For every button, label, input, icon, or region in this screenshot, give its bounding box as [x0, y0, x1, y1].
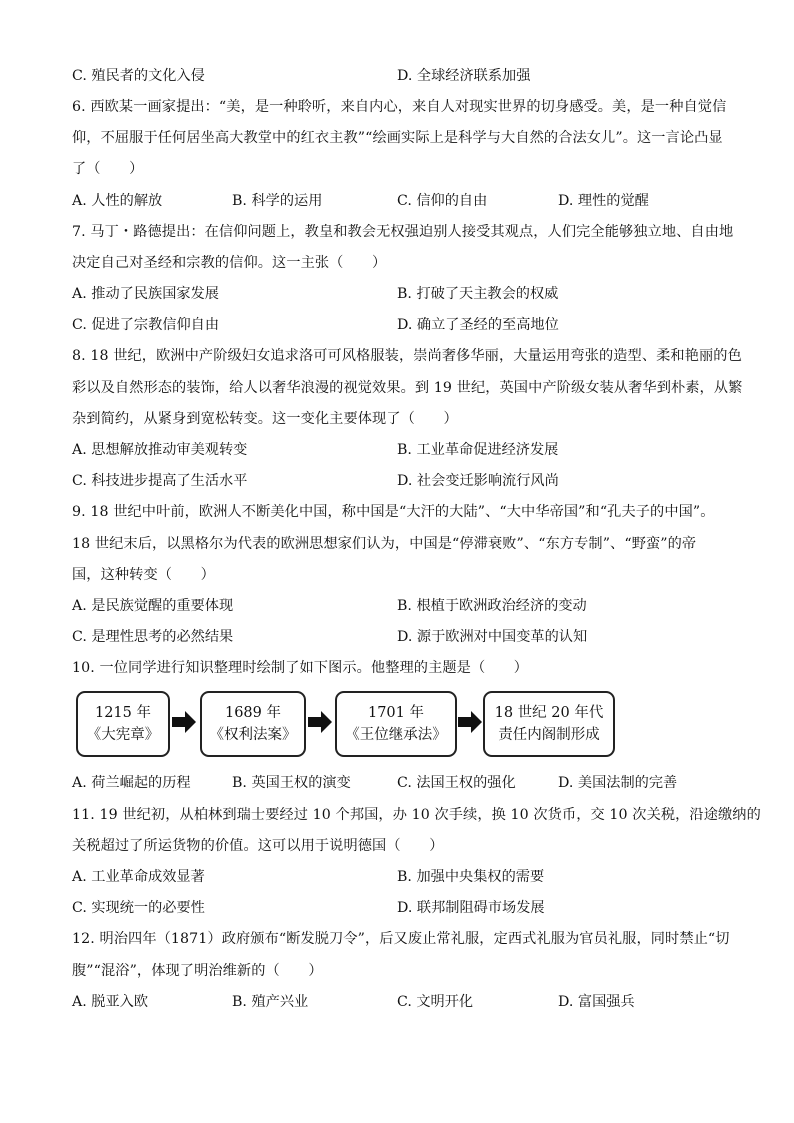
q9-stem-line-2: 18 世纪末后，以黑格尔为代表的欧洲思想家们认为，中国是“停滞衰败”、“东方专制”、“野蛮”的帝 — [72, 536, 697, 552]
q10-option-c[interactable]: C. 法国王权的强化 — [397, 775, 516, 791]
q5-option-d[interactable]: D. 全球经济联系加强 — [397, 68, 531, 84]
q8-option-a[interactable]: A. 思想解放推动审美观转变 — [72, 442, 248, 458]
timeline-box-event: 责任内阁制形成 — [498, 727, 600, 743]
q6-option-a[interactable]: A. 人性的解放 — [72, 193, 163, 209]
q8-stem-line-1: 8. 18 世纪，欧洲中产阶级妇女追求洛可可风格服装，崇尚奢侈华丽，大量运用弯张的造型、柔和艳丽的色 — [72, 348, 742, 364]
q9-option-b[interactable]: B. 根植于欧洲政治经济的变动 — [397, 598, 587, 614]
q6-option-b[interactable]: B. 科学的运用 — [232, 193, 323, 209]
q6-option-d[interactable]: D. 理性的觉醒 — [558, 193, 649, 209]
q9-options-row-2 — [72, 627, 722, 647]
q8-option-b[interactable]: B. 工业革命促进经济发展 — [397, 442, 559, 458]
q7-option-d[interactable]: D. 确立了圣经的至高地位 — [397, 317, 559, 333]
q12-option-d[interactable]: D. 富国强兵 — [558, 994, 635, 1010]
q7-option-c[interactable]: C. 促进了宗教信仰自由 — [72, 317, 220, 333]
q8-options-row-2 — [72, 471, 722, 491]
timeline-box-year: 1689 年 — [224, 705, 281, 721]
arrow-right-icon — [172, 711, 196, 733]
q11-options-row-2 — [72, 898, 722, 918]
q12-option-c[interactable]: C. 文明开化 — [397, 994, 474, 1010]
timeline-box-1720s — [483, 691, 615, 757]
q6-stem-line-3: 了（ ） — [72, 161, 144, 177]
q11-option-b[interactable]: B. 加强中央集权的需要 — [397, 869, 545, 885]
q12-stem-line-2: 腹”“混浴”，体现了明治维新的（ ） — [72, 963, 323, 979]
q11-option-a[interactable]: A. 工业革命成效显著 — [72, 869, 205, 885]
q10-stem-line-1: 10. 一位同学进行知识整理时绘制了如下图示。他整理的主题是（ ） — [72, 660, 529, 676]
q7-stem-line-2: 决定自己对圣经和宗教的信仰。这一主张（ ） — [72, 255, 387, 271]
q7-options-row-2 — [72, 315, 722, 335]
q8-option-d[interactable]: D. 社会变迁影响流行风尚 — [397, 473, 559, 489]
timeline-box-1701 — [335, 691, 457, 757]
q8-stem-line-2: 彩以及自然形态的装饰，给人以奢华浪漫的视觉效果。到 19 世纪，英国中产阶级女装从奢华到朴素，从繁 — [72, 380, 743, 396]
q6-stem-line-2: 仰，不屈服于任何居坐高大教堂中的红衣主教”“绘画实际上是科学与大自然的合法女儿”。这一言论凸显 — [72, 130, 723, 146]
q11-stem-line-1: 11. 19 世纪初，从柏林到瑞士要经过 10 个邦国，办 10 次手续，换 10 次货币，交 10 次关税，沿途缴纳的 — [72, 807, 761, 823]
q10-options-row — [72, 773, 722, 793]
arrow-right-icon — [458, 711, 482, 733]
q8-option-c[interactable]: C. 科技进步提高了生活水平 — [72, 473, 248, 489]
q7-option-b[interactable]: B. 打破了天主教会的权威 — [397, 286, 559, 302]
q11-option-c[interactable]: C. 实现统一的必要性 — [72, 900, 205, 916]
q8-stem-line-3: 杂到简约，从紧身到宽松转变。这一变化主要体现了（ ） — [72, 411, 458, 427]
q8-options-row-1 — [72, 440, 722, 460]
q10-timeline-diagram — [74, 691, 724, 759]
q12-options-row — [72, 992, 722, 1012]
q12-option-a[interactable]: A. 脱亚入欧 — [72, 994, 149, 1010]
q9-option-d[interactable]: D. 源于欧洲对中国变革的认知 — [397, 629, 588, 645]
q6-stem-line-1: 6. 西欧某一画家提出：“美，是一种聆听，来自内心，来自人对现实世界的切身感受。美，是一种自觉信 — [72, 99, 727, 115]
q9-stem-line-3: 国，这种转变（ ） — [72, 567, 215, 583]
timeline-box-event: 《王位继承法》 — [345, 727, 447, 743]
arrow-right-icon — [308, 711, 332, 733]
q5-option-c[interactable]: C. 殖民者的文化入侵 — [72, 68, 205, 84]
q9-options-row-1 — [72, 596, 722, 616]
q7-options-row-1 — [72, 284, 722, 304]
timeline-box-1215 — [76, 691, 170, 757]
q12-option-b[interactable]: B. 殖产兴业 — [232, 994, 309, 1010]
q10-option-d[interactable]: D. 美国法制的完善 — [558, 775, 678, 791]
q9-option-a[interactable]: A. 是民族觉醒的重要体现 — [72, 598, 234, 614]
q10-option-b[interactable]: B. 英国王权的演变 — [232, 775, 351, 791]
q11-options-row-1 — [72, 867, 722, 887]
q6-options-row — [72, 191, 722, 211]
timeline-box-year: 1701 年 — [367, 705, 424, 721]
timeline-box-event: 《权利法案》 — [209, 727, 297, 743]
q11-stem-line-2: 关税超过了所运货物的价值。这可以用于说明德国（ ） — [72, 838, 444, 854]
timeline-box-year: 18 世纪 20 年代 — [494, 705, 604, 721]
timeline-box-event: 《大宪章》 — [86, 727, 160, 743]
q6-option-c[interactable]: C. 信仰的自由 — [397, 193, 488, 209]
q5-options-row — [72, 66, 722, 86]
timeline-box-year: 1215 年 — [94, 705, 151, 721]
q9-option-c[interactable]: C. 是理性思考的必然结果 — [72, 629, 234, 645]
q7-stem-line-1: 7. 马丁・路德提出：在信仰问题上，教皇和教会无权强迫别人接受其观点，人们完全能够独立地、自由地 — [72, 224, 734, 240]
q9-stem-line-1: 9. 18 世纪中叶前，欧洲人不断美化中国，称中国是“大汗的大陆”、“大中华帝国”和“孔夫子的中国”。 — [72, 504, 715, 520]
q11-option-d[interactable]: D. 联邦制阻碍市场发展 — [397, 900, 545, 916]
timeline-box-1689 — [200, 691, 306, 757]
q10-option-a[interactable]: A. 荷兰崛起的历程 — [72, 775, 191, 791]
q7-option-a[interactable]: A. 推动了民族国家发展 — [72, 286, 219, 302]
q12-stem-line-1: 12. 明治四年（1871）政府颁布“断发脱刀令”，后又废止常礼服，定西式礼服为官员礼服，同时禁止“切 — [72, 931, 730, 947]
